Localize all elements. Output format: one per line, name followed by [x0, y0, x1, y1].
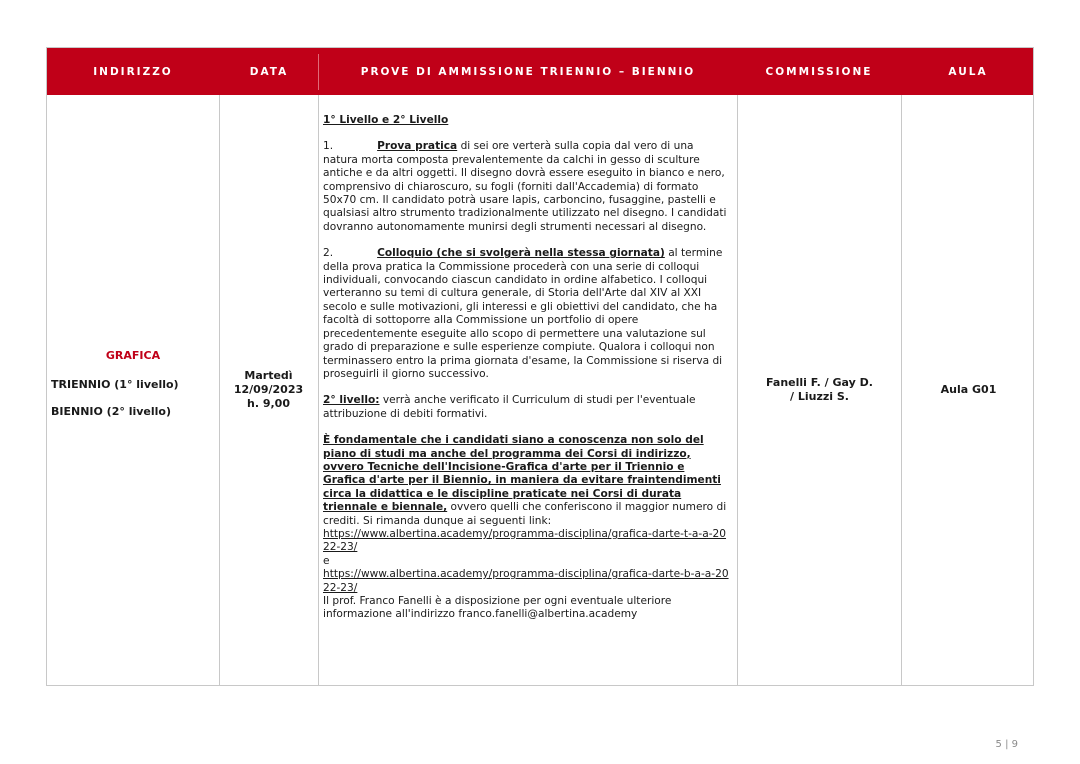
course-name: GRAFICA	[105, 348, 161, 362]
important-paragraph: È fondamentale che i candidati siano a conoscenza non solo del piano di studi ma anche del programma dei Corsi di indirizzo, ovvero Tecniche dell'Incisione-Grafica d'arte per il Triennio e Grafica d'arte per il Biennio, in maniera da evitare fraintendimenti circa la didattica e le discipline praticate nei Corsi di durata triennale e biennale, ovvero quelli che conferiscono il maggior numero di crediti. Si rimanda dunque ai seguenti link:	[323, 434, 727, 527]
prove-heading: 1° Livello e 2° Livello	[323, 114, 449, 126]
header-aula: AULA	[948, 65, 988, 78]
commission-members: Fanelli F. / Gay D. / Liuzzi S.	[766, 376, 873, 403]
prove-text	[323, 114, 730, 622]
important-note: È fondamentale che i candidati siano a conoscenza non solo del piano di studi ma anche del programma dei Corsi di indirizzo, ovvero Tecniche dell'Incisione-Grafica d'arte per il Triennio e Grafica d'arte per il Biennio, in maniera da evitare fraintendimenti circa la didattica e le discipline praticate nei Corsi di durata triennale e biennale,	[323, 434, 721, 514]
aula-cell	[902, 95, 1035, 685]
prove-cell	[319, 95, 737, 685]
link-biennio[interactable]: https://www.albertina.academy/programma-disciplina/grafica-darte-b-a-a-2022-23/	[323, 568, 729, 594]
header-commissione: COMMISSIONE	[765, 65, 873, 78]
colloquio-title: Colloquio (che si svolgerà nella stessa giornata)	[377, 247, 665, 260]
contact-info: Il prof. Franco Fanelli è a disposizione per ogni eventuale ulteriore informazione all'indirizzo franco.fanelli@albertina.academy	[323, 595, 672, 621]
exam-date: 12/09/2023	[233, 383, 304, 396]
triennio-label: TRIENNIO (1° livello)	[51, 377, 179, 391]
prova-pratica-title: Prova pratica	[377, 140, 458, 153]
page-number: 5 | 9	[995, 739, 1018, 750]
table-header	[47, 48, 1033, 95]
indirizzo-cell	[47, 95, 219, 685]
level2-title: 2° livello:	[323, 394, 380, 407]
room-name: Aula G01	[940, 383, 997, 396]
commissione-cell	[738, 95, 901, 685]
admission-table	[46, 47, 1034, 686]
link-triennio[interactable]: https://www.albertina.academy/programma-disciplina/grafica-darte-t-a-a-2022-23/	[323, 527, 727, 554]
header-indirizzo: INDIRIZZO	[93, 65, 173, 78]
link-separator: e	[323, 554, 330, 567]
level2-paragraph: 2° livello: verrà anche verificato il Curriculum di studi per l'eventuale attribuzione di debiti formativi.	[323, 394, 696, 420]
exam-time: h. 9,00	[247, 397, 290, 410]
colloquio-paragraph: 2. Colloquio (che si svolgerà nella stessa giornata) al termine della prova pratica la Commissione procederà con una serie di colloqui individuali, convocando ciascun candidato in ordine alfabetico. I colloqui verteranno su temi di cultura generale, di Storia dell'Arte dal XIV al XXI secolo e sulle motivazioni, gli interessi e gli obiettivi del candidato, che ha facoltà di sottoporre alla Commissione un portfolio di opere precedentemente eseguite allo scopo di permettere una valutazione sul grado di preparazione e sulle esperienze compiute. Qualora i colloqui non terminassero entro la prima giornata d'esame, la Commissione si riserva di proseguirli il giorno successivo.	[323, 247, 723, 380]
header-prove: PROVE DI AMMISSIONE TRIENNIO – BIENNIO	[360, 65, 696, 78]
prova-pratica-paragraph: 1. Prova pratica di sei ore verterà sulla copia dal vero di una natura morta composta prevalentemente da calchi in gesso di sculture antiche e da altri oggetti. Il disegno dovrà essere eseguito in bianco e nero, comprensivo di chiaroscuro, su fogli (forniti dall'Accademia) di formato 50x70 cm. Il candidato potrà usare lapis, carboncino, fusaggine, pastelli e qualsiasi altro strumento tradizionalmente utilizzato nel disegno. I candidati dovranno autonomamente munirsi degli strumenti necessari al disegno.	[323, 140, 727, 233]
biennio-label: BIENNIO (2° livello)	[51, 404, 171, 418]
exam-day: Martedì	[244, 369, 293, 382]
header-data: DATA	[249, 65, 289, 78]
data-cell	[219, 95, 318, 685]
